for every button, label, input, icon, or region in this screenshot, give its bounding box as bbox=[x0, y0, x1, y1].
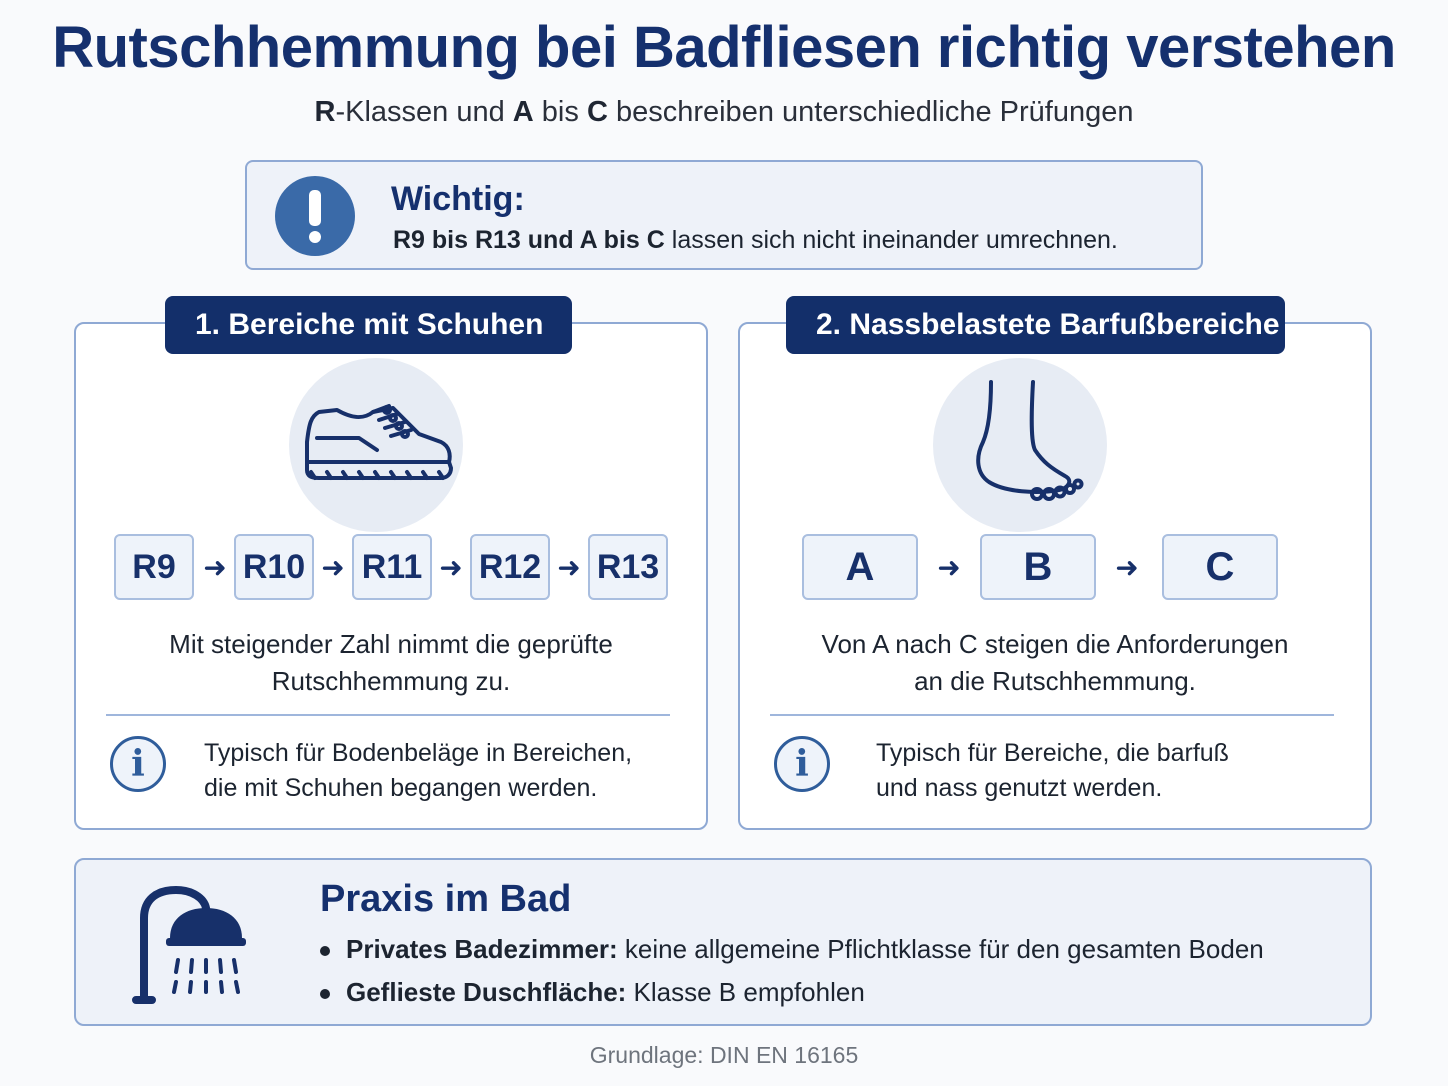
info-note bbox=[204, 736, 632, 806]
bullet-icon bbox=[320, 989, 330, 999]
r-class-description bbox=[76, 626, 706, 700]
bullet-icon bbox=[320, 946, 330, 956]
description-line: Mit steigender Zahl nimmt die geprüfte bbox=[169, 629, 613, 659]
shoe-icon bbox=[289, 358, 463, 532]
r-class-chip: R12 bbox=[470, 534, 550, 600]
barefoot-class-description bbox=[740, 626, 1370, 700]
practice-item-label: Geflieste Duschfläche: bbox=[346, 977, 627, 1007]
bare-foot-icon bbox=[933, 358, 1107, 532]
arrow-right-icon: ➜ bbox=[557, 552, 581, 583]
barefoot-class-chip: C bbox=[1162, 534, 1278, 600]
page-subtitle bbox=[0, 96, 1448, 129]
info-icon: i bbox=[110, 736, 166, 792]
arrow-right-icon: ➜ bbox=[203, 552, 227, 583]
practice-list bbox=[320, 928, 1264, 1014]
important-notice bbox=[245, 160, 1203, 270]
subtitle-a: A bbox=[512, 96, 534, 128]
description-line: Von A nach C steigen die Anforderungen bbox=[821, 629, 1289, 659]
info-icon: i bbox=[774, 736, 830, 792]
description-line: Rutschhemmung zu. bbox=[271, 666, 511, 696]
subtitle-c: C bbox=[586, 96, 608, 128]
divider bbox=[770, 714, 1334, 716]
info-line: Typisch für Bodenbeläge in Bereichen, bbox=[204, 739, 633, 767]
subtitle-text-1: -Klassen und bbox=[335, 96, 513, 128]
notice-title: Wichtig: bbox=[391, 180, 525, 218]
practice-item-text: keine allgemeine Pflichtklasse für den gesamten Boden bbox=[617, 934, 1264, 964]
r-class-chip: R9 bbox=[114, 534, 194, 600]
list-item bbox=[320, 971, 1264, 1014]
list-item bbox=[320, 928, 1264, 971]
arrow-right-icon: ➜ bbox=[937, 552, 961, 583]
notice-text bbox=[393, 226, 1118, 255]
shower-icon bbox=[126, 878, 256, 1008]
notice-rest-text: lassen sich nicht ineinander umrechnen. bbox=[664, 226, 1118, 254]
r-class-chip: R11 bbox=[352, 534, 432, 600]
practice-item-text: Klasse B empfohlen bbox=[626, 977, 865, 1007]
info-note bbox=[876, 736, 1229, 806]
source-footnote: Grundlage: DIN EN 16165 bbox=[589, 1042, 859, 1068]
practice-box bbox=[74, 858, 1372, 1026]
subtitle-r: R bbox=[314, 96, 336, 128]
shoe-area-panel bbox=[74, 322, 708, 830]
arrow-right-icon: ➜ bbox=[321, 552, 345, 583]
practice-title: Praxis im Bad bbox=[320, 878, 572, 920]
description-line: an die Rutschhemmung. bbox=[914, 666, 1196, 696]
subtitle-text-3: beschreiben unterschiedliche Prüfungen bbox=[607, 96, 1134, 128]
r-class-chip: R13 bbox=[588, 534, 668, 600]
exclamation-icon bbox=[275, 176, 355, 256]
page-title: Rutschhemmung bei Badfliesen richtig verstehen bbox=[52, 15, 1396, 80]
divider bbox=[106, 714, 670, 716]
barefoot-class-chip: B bbox=[980, 534, 1096, 600]
notice-bold-text: R9 bis R13 und A bis C bbox=[393, 226, 665, 254]
barefoot-class-chip: A bbox=[802, 534, 918, 600]
r-class-chip: R10 bbox=[234, 534, 314, 600]
info-line: die mit Schuhen begangen werden. bbox=[204, 774, 598, 802]
arrow-right-icon: ➜ bbox=[1115, 552, 1139, 583]
arrow-right-icon: ➜ bbox=[439, 552, 463, 583]
barefoot-area-panel bbox=[738, 322, 1372, 830]
section-heading-barefoot: 2. Nassbelastete Barfußbereiche bbox=[786, 296, 1285, 354]
section-heading-shoes: 1. Bereiche mit Schuhen bbox=[165, 296, 572, 354]
subtitle-text-2: bis bbox=[533, 96, 587, 128]
practice-item-label: Privates Badezimmer: bbox=[346, 934, 618, 964]
info-line: und nass genutzt werden. bbox=[876, 774, 1163, 802]
info-line: Typisch für Bereiche, die barfuß bbox=[876, 739, 1229, 767]
